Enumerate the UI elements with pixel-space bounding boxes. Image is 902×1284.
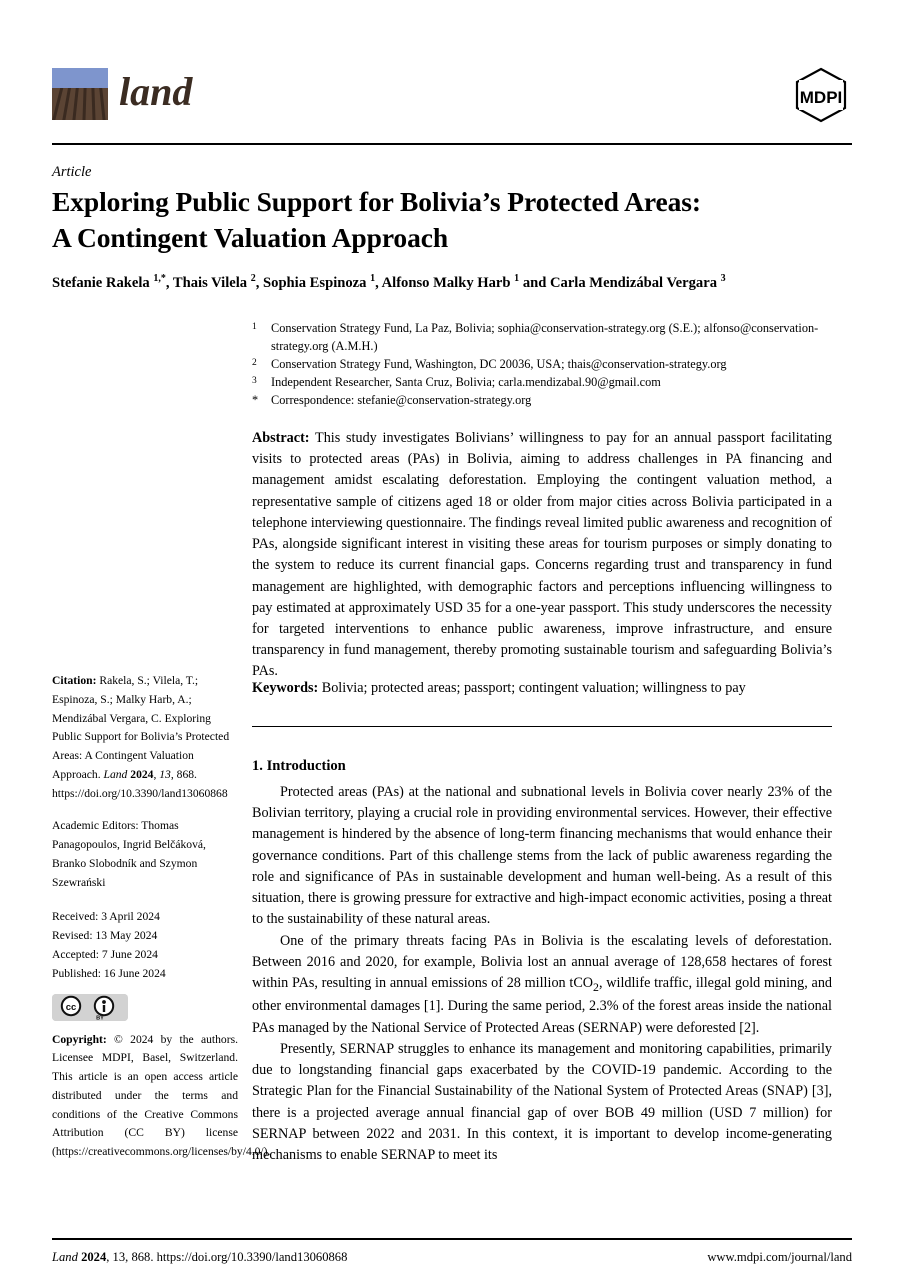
affiliation-item (252, 356, 832, 374)
paragraph-1: Protected areas (PAs) at the national and subnational levels in Bolivia cover nearly 23% of the Bolivian territory, playing a crucial role in providing environmental services. However, their effective management is hindered by the absence of long-term financing mechanisms that would enhance their governance conditions. Part of this challenge stems from the lack of public awareness regarding the role and significance of PAs in sustainable development and human well-being. As a result of this situation, there is growing pressure for extractive and high-impact economic activities, posing a threat to the sustainability of these natural areas. (252, 784, 832, 928)
affiliation-marker: 1 (252, 322, 257, 332)
keywords-text: Bolivia; protected areas; passport; contingent valuation; willingness to pay (318, 680, 746, 696)
affiliation-text: Independent Researcher, Santa Cruz, Bolivia; carla.mendizabal.90@gmail.com (271, 374, 661, 389)
affiliations-list (252, 320, 832, 410)
date-published: Published: 16 June 2024 (52, 967, 166, 981)
affiliation-text: Conservation Strategy Fund, Washington, DC 20036, USA; thais@conservation-strategy.org (271, 356, 727, 371)
section-body (252, 782, 832, 1166)
page-header (52, 68, 852, 140)
citation-journal: Land (103, 767, 128, 781)
article-type-label: Article (52, 164, 92, 180)
academic-editors: Academic Editors: Thomas Panagopoulos, Ingrid Belčáková, Branko Slobodník and Szymon Szewrański (52, 819, 206, 889)
co2-subscript: 2 (593, 979, 599, 994)
citation-year: 2024 (130, 767, 154, 781)
correspondence-text: Correspondence: stefanie@conservation-strategy.org (271, 392, 532, 407)
logo-soil (52, 88, 108, 120)
journal-name: land (119, 69, 193, 114)
footer-journal: Land (52, 1250, 78, 1264)
svg-text:MDPI: MDPI (799, 88, 843, 107)
section-divider (252, 726, 832, 727)
date-revised: Revised: 13 May 2024 (52, 928, 158, 942)
journal-logo[interactable] (52, 68, 192, 120)
affiliation-item (252, 374, 832, 392)
affiliation-marker: 2 (252, 357, 257, 368)
citation-label: Citation: (52, 674, 97, 687)
paragraph-2-part-b: , wildlife traffic, illegal gold mining, and other environmental damages [1]. During the same period, 2.3% of the forest areas inside the national PAs managed by the National Service of Protected Areas (SERNAP) were deforested [2]. (252, 974, 833, 1036)
citation-post: , 868. https://doi.org/10.3390/land13060868 (52, 767, 228, 800)
abstract-block (252, 428, 832, 683)
svg-text:cc: cc (65, 1001, 77, 1013)
affiliation-item (252, 320, 832, 356)
citation-volume: 13 (159, 767, 171, 781)
affiliation-text: Conservation Strategy Fund, La Paz, Bolivia; sophia@conservation-strategy.org (S.E.); alfonso@conservation-strategy.org (A.M.H.) (271, 321, 819, 353)
copyright-text: © 2024 by the authors. Licensee MDPI, Basel, Switzerland. This article is an open access article distributed under the terms and conditions of the Creative Commons Attribution (CC BY) license (https://creativecommons.org/licenses/by/4.0/). (52, 1032, 271, 1159)
affiliation-marker: 3 (252, 375, 257, 386)
land-field-icon (52, 68, 108, 120)
author-list: Stefanie Rakela $^{1,*}$, Thais Vilela $^2$, Sophia Espinoza $^1$, Alfonso Malky Harb $^1$ and Carla Mendizábal Vergara $^3$ (52, 273, 726, 291)
citation-block (52, 672, 238, 803)
date-received: Received: 3 April 2024 (52, 909, 160, 923)
abstract-text: This study investigates Bolivians’ willingness to pay for an annual passport facilitating visits to protected areas (PAs) in Bolivia, aiming to address challenges in PA financing and management amidst escalating deforestation. Employing the contingent valuation method, a representative sample of citizens aged 18 or older from major cities across Bolivia participated in a telephone interviewing questionnaire. The findings reveal limited public awareness and recognition of PAs, alongside significant interest in visiting these areas for tourism purposes or simply donating to the system to reduce its current financial gaps. Concerns regarding trust and transparency in fund management are highlighted, with demographic factors and perceptions influencing willingness to pay estimated at approximately USD 35 for a one-year passport. This study underscores the necessity for targeted interventions to enhance public awareness, improve infrastructure, and ensure transparency in fund management, thereby promoting sustainable tourism and safeguarding Bolivia’s PAs. (252, 430, 832, 680)
correspondence-marker: * (252, 392, 259, 407)
footer-year: 2024 (81, 1250, 107, 1264)
svg-text:BY: BY (96, 1014, 104, 1021)
article-metadata-sidebar (52, 672, 271, 1162)
footer-citation (52, 1250, 347, 1265)
paragraph-3: Presently, SERNAP struggles to enhance its management and monitoring capabilities, primarily due to longstanding financial gaps exacerbated by the COVID-19 pandemic. According to the Strategic Plan for the Financial Sustainability of the National System of Protected Areas (SNAP) [3], there is a projected average annual financial gap of over BOB 49 million (USD 7 million) for SERNAP between 2022 and 2031. In this context, it is important to develop income-generating mechanisms to enable SERNAP to meet its (252, 1040, 832, 1163)
title-line-2: A Contingent Valuation Approach (52, 222, 449, 254)
copyright-block (52, 1031, 271, 1162)
keywords-block (252, 678, 832, 699)
citation-mid: , (153, 767, 160, 781)
page-title (52, 184, 842, 257)
correspondence-item (252, 392, 832, 410)
abstract-label: Abstract: (252, 430, 310, 446)
keywords-label: Keywords: (252, 680, 319, 696)
footer-url[interactable]: www.mdpi.com/journal/land (707, 1250, 852, 1264)
header-divider (52, 143, 852, 145)
publication-dates (52, 907, 238, 984)
mdpi-logo[interactable] (790, 64, 852, 126)
section-heading: 1. Introduction (252, 758, 346, 774)
footer-divider (52, 1238, 852, 1240)
cc-by-license-icon[interactable] (52, 994, 128, 1021)
logo-sky (52, 68, 108, 88)
paragraph-2 (252, 931, 832, 1039)
date-accepted: Accepted: 7 June 2024 (52, 948, 158, 962)
footer-rest: , 13, 868. https://doi.org/10.3390/land13060868 (106, 1250, 348, 1264)
title-line-1: Exploring Public Support for Bolivia’s Protected Areas: (52, 186, 701, 217)
paragraph-2-part-a: One of the primary threats facing PAs in Bolivia is the escalating levels of deforestation. Between 2016 and 2020, for example, Bolivia lost an annual average of 128,658 hectares of forest within PAs, resulting in annual emissions of 28 million tCO (252, 932, 832, 991)
copyright-label: Copyright: (52, 1032, 107, 1046)
citation-pre: Rakela, S.; Vilela, T.; Espinoza, S.; Malky Harb, A.; Mendizábal Vergara, C. Exploring Public Support for Bolivia’s Protected Areas: A Contingent Valuation Approach. (52, 674, 230, 781)
